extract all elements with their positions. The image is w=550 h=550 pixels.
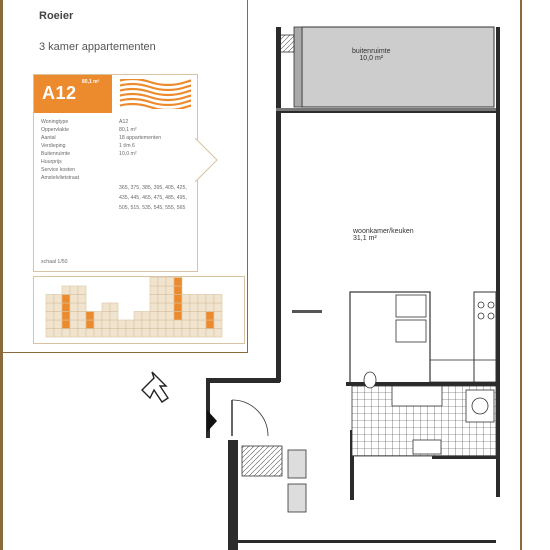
window-strip xyxy=(276,108,496,111)
room-name: woonkamer/keuken xyxy=(353,228,414,235)
sink-icon xyxy=(413,440,441,454)
closet xyxy=(242,446,282,476)
spec-label: Verdieping xyxy=(41,143,66,149)
storage-unit xyxy=(288,484,306,512)
spec-value: 10,0 m² xyxy=(119,151,137,157)
kitchen-appliance xyxy=(396,320,426,342)
unit-code: A12 xyxy=(42,83,77,103)
spec-label: Amstelvlietstraat xyxy=(41,175,80,181)
spec-value: 18 appartementen xyxy=(119,135,162,141)
spec-label: Oppervlakte xyxy=(41,127,69,133)
stove-burner-icon xyxy=(488,302,494,308)
meter-cupboard xyxy=(288,450,306,478)
spec-label: Woningtype xyxy=(41,119,69,125)
project-name: Roeier xyxy=(39,10,74,22)
hall-wall xyxy=(232,540,496,543)
entrance-door-swing xyxy=(232,400,268,436)
washer-icon xyxy=(466,390,494,422)
door-leaf xyxy=(292,310,322,313)
room-area: 31,1 m² xyxy=(353,235,377,242)
house-numbers: 365, 375, 385, 395, 405, 425, 435, 445, 465, 475, 485, 495, 505, 515, 535, 545, 555, 565 xyxy=(119,185,187,211)
stove-burner-icon xyxy=(478,313,484,319)
spec-label: Aantal xyxy=(41,135,56,141)
balcony-rail xyxy=(294,27,302,107)
spec-label: Huurprijs xyxy=(41,159,62,165)
room-label-living xyxy=(353,228,414,242)
entrance-arrow-icon xyxy=(207,410,217,432)
scale-label: schaal 1/50 xyxy=(41,259,68,265)
room-label-outdoor xyxy=(352,48,391,62)
unit-type: 3 kamer appartementen xyxy=(39,41,156,53)
spec-value: 1 t/m 6 xyxy=(119,143,135,149)
stove-burner-icon xyxy=(478,302,484,308)
spec-label: Buitenruimte xyxy=(41,151,71,157)
kitchen-cabinet xyxy=(350,292,430,384)
stove-burner-icon xyxy=(488,313,494,319)
balcony xyxy=(302,27,494,107)
room-name: buitenruimte xyxy=(352,48,391,55)
spec-label: Service kosten xyxy=(41,167,76,173)
counter-strip xyxy=(430,360,496,382)
spec-value: A12 xyxy=(119,119,129,125)
shower-area xyxy=(392,386,442,406)
kitchen-appliance xyxy=(396,295,426,317)
kitchen-worktop xyxy=(474,292,496,384)
toilet-icon xyxy=(364,372,376,388)
spec-value: 80,1 m² xyxy=(119,127,137,133)
room-area: 10,0 m² xyxy=(359,55,384,62)
unit-area-badge: 80,1 m² xyxy=(82,79,100,85)
